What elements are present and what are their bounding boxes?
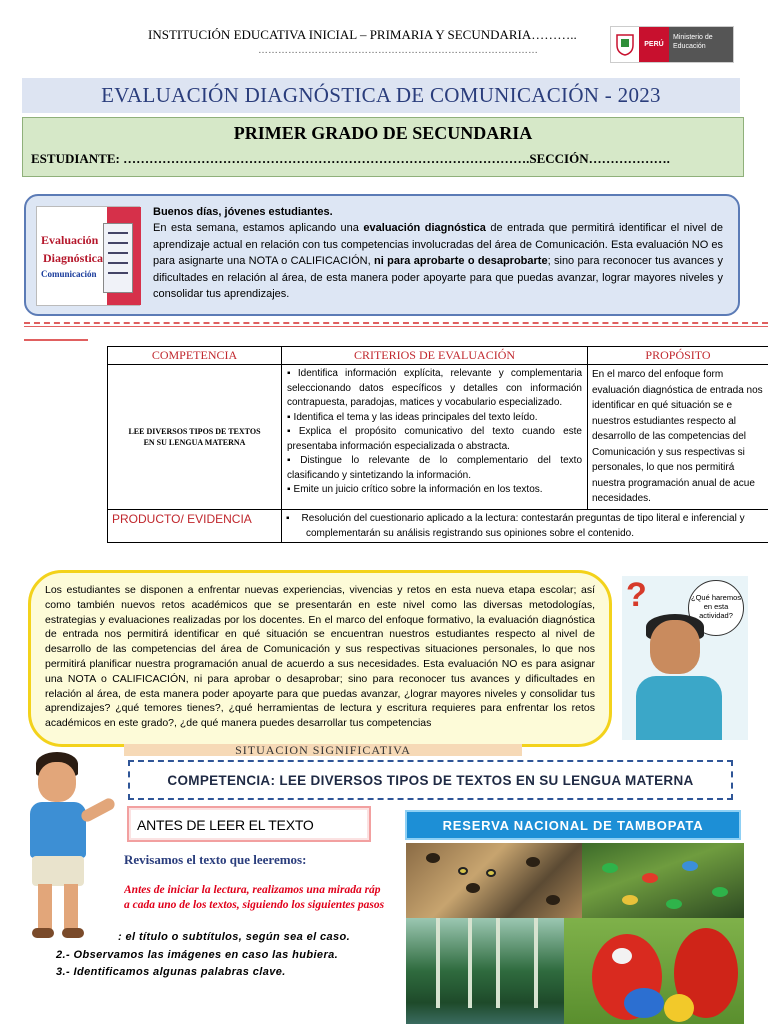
criteria-item: ▪ Identifica información explícita, relevante y complementaria seleccionando datos específicos y detalles con información contrapuesta, paradojas, matices y vocabulario especializado. bbox=[287, 367, 582, 411]
illustration-title-2: Diagnóstica bbox=[43, 251, 103, 265]
macaws-photo bbox=[564, 918, 744, 1024]
grade-box bbox=[22, 117, 744, 177]
reserve-title-banner bbox=[405, 810, 741, 840]
competence-banner-text: COMPETENCIA: LEE DIVERSOS TIPOS DE TEXTOS EN SU LENGUA MATERNA bbox=[167, 772, 694, 788]
title-bar bbox=[22, 78, 740, 113]
criteria-item: ▪ Emite un juicio crítico sobre la información en los textos. bbox=[287, 483, 582, 498]
illustration-title-3: Comunicación bbox=[41, 269, 97, 279]
student-section-line: ESTUDIANTE: ………………………………………………………………………………….SECCIÓN………………. bbox=[31, 151, 670, 166]
criteria-list bbox=[282, 365, 588, 510]
question-mark-icon: ? bbox=[626, 576, 647, 614]
intro-paragraph: En esta semana, estamos aplicando una evaluación diagnóstica de entrada que permitirá identificar el nivel de aprendizaje actual en relación con tus competencias involucradas del área de Comunicación. Esta evaluación NO es para asignarte una NOTA o CALIFICACIÓN, ni para aprobarte o desaprobarte; sino para reconocer tus avances y dificultades en relación al área, de esta manera poder apoyarte para que puedas avanzar, lograr mayores niveles y consolidar tus aprendizajes. bbox=[153, 222, 723, 300]
step-item: 2.- Observamos las imágenes en caso las hubiera. bbox=[56, 949, 339, 961]
clipboard-icon bbox=[103, 223, 133, 293]
step-item: 3.- Identificamos algunas palabras clave. bbox=[56, 966, 286, 978]
header-proposito: PROPÓSITO bbox=[588, 347, 768, 365]
thinking-kid-illustration bbox=[622, 576, 748, 740]
logo-ministry-text: Ministerio de Educación bbox=[669, 27, 733, 62]
reserve-title: RESERVA NACIONAL DE TAMBOPATA bbox=[442, 817, 704, 833]
peru-shield-icon bbox=[611, 27, 639, 62]
greeting: Buenos días, jóvenes estudiantes. bbox=[153, 206, 333, 218]
product-label: PRODUCTO/ EVIDENCIA bbox=[108, 509, 282, 542]
logo-peru-text: PERÚ bbox=[639, 27, 669, 62]
separator-line bbox=[24, 322, 768, 324]
separator-line bbox=[24, 326, 768, 327]
step-item: : el título o subtítulos, según sea el caso. bbox=[118, 931, 351, 943]
situacion-significativa-bar: SITUACION SIGNIFICATIVA bbox=[124, 744, 522, 756]
purpose-text: En el marco del enfoque form evaluación diagnóstica de entrada nos identificar en qué situación se e nuestros estudiantes respecto al desarrollo de las competencias del Comunicación y sus respectivas si personales, lo que nos permitirá nuestra programación anual de acue necesidades. bbox=[588, 365, 768, 510]
header-competencia: COMPETENCIA bbox=[108, 347, 282, 365]
criteria-item: ▪ Identifica el tema y las ideas principales del texto leído. bbox=[287, 411, 582, 426]
instruction-line: Antes de iniciar la lectura, realizamos una mirada ráp bbox=[124, 884, 381, 896]
pointing-boy-illustration bbox=[22, 752, 122, 942]
product-text: ▪ Resolución del cuestionario aplicado a la lectura: contestarán preguntas de tipo literal e inferencial y complementarán su análisis registrando sus opiniones sobre el contenido. bbox=[282, 509, 768, 542]
thought-bubble: ¿Qué haremos en esta actividad? bbox=[688, 580, 744, 636]
review-heading: Revisamos el texto que leeremos: bbox=[124, 852, 307, 867]
criteria-item: ▪ Distingue lo relevante de lo complementario del texto clasificando y sintetizando la información. bbox=[287, 454, 582, 483]
institution-dots: ………………………………………………………………………… bbox=[258, 45, 538, 56]
illustration-title-1: Evaluación bbox=[41, 233, 99, 247]
evaluation-illustration bbox=[36, 206, 140, 306]
instruction-line: a cada uno de los textos, siguiendo los siguientes pasos bbox=[124, 899, 385, 911]
separator-line bbox=[24, 339, 88, 341]
institution-name: INSTITUCIÓN EDUCATIVA INICIAL – PRIMARIA Y SECUNDARIA……….. bbox=[148, 27, 577, 42]
forest-river-photo bbox=[406, 918, 582, 1024]
page-title: EVALUACIÓN DIAGNÓSTICA DE COMUNICACIÓN - 2023 bbox=[101, 83, 661, 107]
ocelot-photo bbox=[406, 843, 582, 918]
grade-title: PRIMER GRADO DE SECUNDARIA bbox=[233, 123, 533, 143]
competence-name: LEE DIVERSOS TIPOS DE TEXTOS EN SU LENGUA MATERNA bbox=[108, 365, 282, 510]
minedu-logo bbox=[610, 26, 734, 63]
criteria-item: ▪ Explica el propósito comunicativo del texto cuando este presentaba información especializada o abstracta. bbox=[287, 425, 582, 454]
header-criterios: CRITERIOS DE EVALUACIÓN bbox=[282, 347, 588, 365]
before-reading-heading: ANTES DE LEER EL TEXTO bbox=[127, 806, 371, 842]
competence-banner bbox=[128, 760, 733, 800]
competence-table bbox=[107, 346, 768, 543]
parrots-clay-lick-photo bbox=[582, 843, 744, 918]
context-paragraph: Los estudiantes se disponen a enfrentar nuevas experiencias, vivencias y retos en esta nueva etapa escolar; así como también nuevos retos académicos que se presentarán en este nivel como las diversas metodologías, estrategias y evaluaciones realizadas por los docentes. En el marco del enfoque formativo, la evaluación diagnóstica de entrada nos permitirá identificar en qué situación se encuentran nuestros estudiantes respecto al nivel de desarrollo de las competencias del área de Comunicación y sus respectivas situaciones personales, lo que nos permitirá planificar nuestra programación anual de acuerdo a sus necesidades. Esta evaluación NO es para asignar una NOTA o CALIFICACIÓN, ni para aprobar o desaprobar; sino para reconocer tus avances y dificultades en relación al área, de esta manera poder apoyarte para que puedas avanzar, ¿lograr mayores niveles y consolidar tus aprendizajes? ¿qué temores tienes?, ¿qué herramientas de lectura y escritura requieres para enfrentar los retos académicos en este grado?, ¿de qué manera puedes desarrollar tus competencias bbox=[45, 584, 595, 730]
